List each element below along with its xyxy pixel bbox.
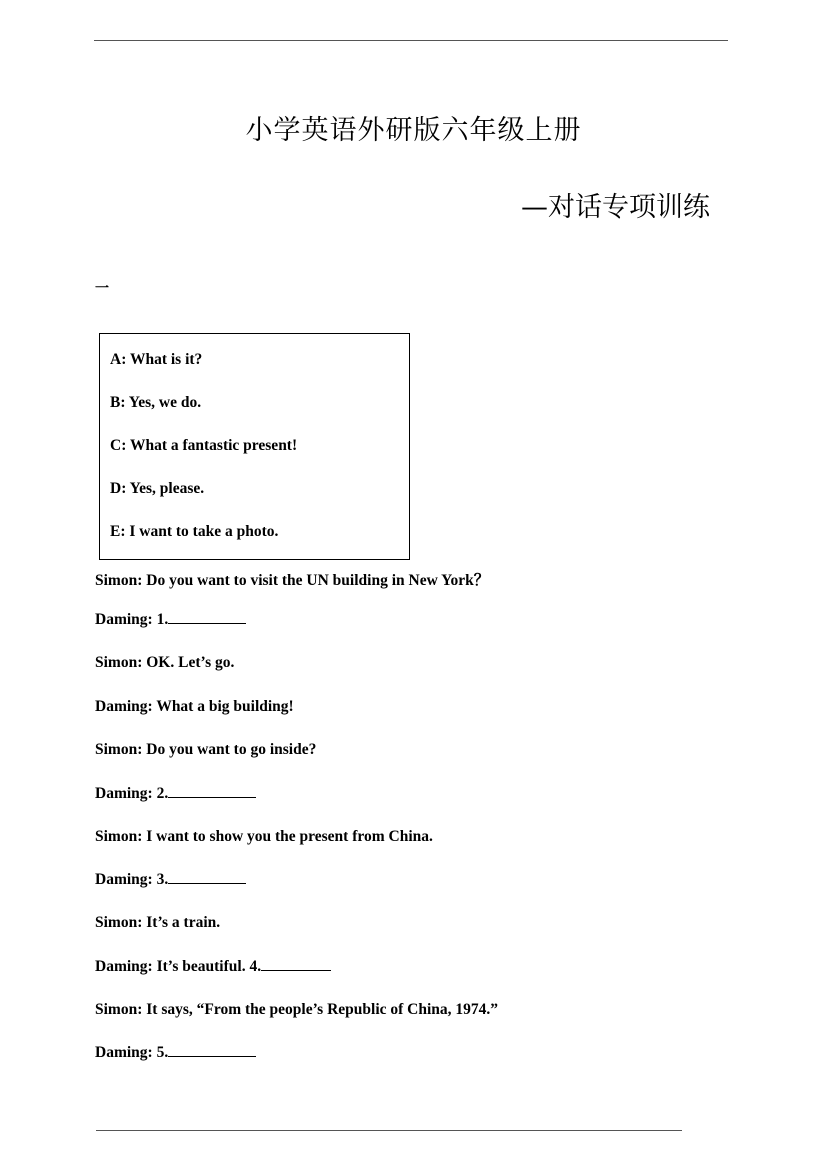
dialogue-line (95, 654, 234, 672)
blank-number: 3. (156, 871, 169, 888)
utterance: I want to show you the present from China. (146, 828, 433, 845)
utterance: OK. Let’s go. (146, 654, 235, 671)
section-number: 一 (95, 281, 109, 297)
dialogue-line (95, 958, 331, 976)
option-e: E: I want to take a photo. (110, 523, 279, 540)
speaker: Simon: (95, 741, 143, 758)
option-d: D: Yes, please. (110, 480, 205, 497)
dialogue-line (95, 828, 433, 846)
dialogue-line (95, 698, 294, 716)
dialogue-line (95, 1001, 498, 1019)
speaker: Simon: (95, 572, 143, 589)
dialogue-line (95, 1044, 256, 1062)
option-c: C: What a fantastic present! (110, 437, 298, 454)
document-title: 小学英语外研版六年级上册 (245, 115, 582, 146)
speaker: Daming: (95, 1044, 153, 1061)
blank-number: 2. (156, 785, 169, 802)
answer-blank[interactable] (168, 1055, 256, 1057)
speaker: Daming: (95, 958, 153, 975)
document-subtitle: —对话专项训练 (521, 192, 710, 223)
option-a: A: What is it? (110, 351, 203, 368)
utterance: Do you want to go inside? (146, 741, 317, 758)
speaker: Daming: (95, 785, 153, 802)
utterance: It’s a train. (146, 914, 221, 931)
answer-blank[interactable] (261, 969, 331, 971)
dialogue-line (95, 741, 316, 759)
footer-rule (96, 1130, 682, 1131)
answer-blank[interactable] (168, 882, 246, 884)
speaker: Daming: (95, 698, 153, 715)
dialogue-line (95, 568, 489, 590)
option-b: B: Yes, we do. (110, 394, 202, 411)
speaker: Simon: (95, 828, 143, 845)
speaker: Daming: (95, 871, 153, 888)
dialogue-line (95, 785, 256, 803)
speaker: Simon: (95, 654, 143, 671)
dialogue-line (95, 914, 220, 932)
speaker: Daming: (95, 611, 153, 628)
utterance: What a big building! (156, 698, 294, 715)
utterance: Do you want to visit the UN building in New York？ (146, 572, 490, 589)
dialogue-line (95, 871, 246, 889)
blank-number: It’s beautiful. 4. (156, 958, 262, 975)
utterance: It says, “From the people’s Republic of China, 1974.” (146, 1001, 499, 1018)
answer-options-box (99, 333, 410, 560)
blank-number: 1. (156, 611, 169, 628)
dialogue-line (95, 611, 246, 629)
blank-number: 5. (156, 1044, 169, 1061)
speaker: Simon: (95, 914, 143, 931)
speaker: Simon: (95, 1001, 143, 1018)
header-rule (94, 40, 728, 41)
answer-blank[interactable] (168, 622, 246, 624)
answer-blank[interactable] (168, 796, 256, 798)
